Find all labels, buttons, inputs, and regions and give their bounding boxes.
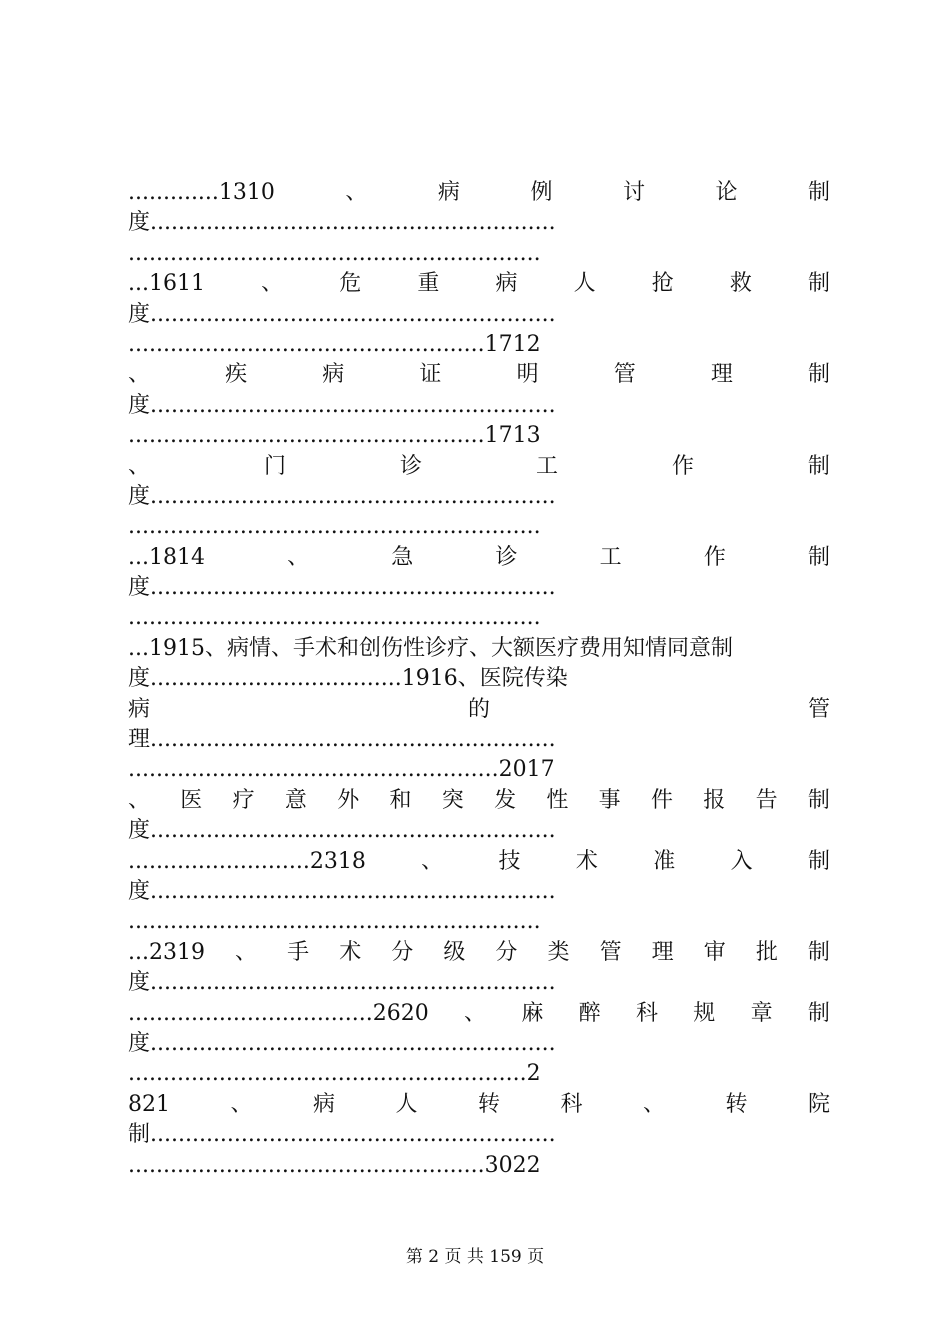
toc-line [128, 360, 830, 390]
toc-token: 人 [573, 271, 596, 297]
toc-token: 件 [650, 787, 673, 813]
toc-token: 类 [547, 939, 570, 965]
page-footer [0, 1242, 950, 1267]
toc-line: 度.......................................................... [128, 1030, 556, 1056]
toc-token: 821 [128, 1091, 170, 1117]
toc-token: 诊 [399, 453, 422, 479]
toc-token: 、 [642, 1091, 665, 1117]
toc-token: 病 [312, 1091, 335, 1117]
toc-line: 理.......................................................... [128, 727, 556, 753]
toc-token: 入 [730, 848, 753, 874]
toc-line [128, 847, 830, 877]
toc-token: 制 [807, 939, 830, 965]
toc-token: 批 [755, 939, 778, 965]
toc-token: 病 [437, 180, 460, 205]
toc-token: 论 [715, 180, 738, 205]
toc-token: 规 [693, 1000, 716, 1026]
toc-line: 度.......................................................... [128, 970, 556, 996]
toc-token: 、 [464, 1000, 487, 1026]
toc-line: 度.......................................................... [128, 818, 556, 844]
toc-token: 转 [725, 1091, 748, 1117]
toc-token: 制 [807, 180, 830, 205]
toc-token: ...................................2620 [128, 1000, 429, 1026]
toc-token: ...1611 [128, 271, 205, 297]
toc-body [128, 178, 830, 1181]
toc-token: 事 [598, 787, 621, 813]
toc-token: 病 [322, 362, 345, 388]
toc-token: 疾 [225, 362, 248, 388]
toc-token: .............1310 [128, 180, 275, 205]
toc-token: 管 [613, 362, 636, 388]
toc-token: 分 [495, 939, 518, 965]
toc-token: 明 [516, 362, 539, 388]
toc-line: 度.......................................................... [128, 878, 556, 904]
toc-line: ...................................................3022 [128, 1152, 541, 1178]
toc-line: ...................................................1713 [128, 423, 541, 449]
toc-token: 性 [546, 787, 569, 813]
toc-line: ...1915、病情、手术和创伤性诊疗、大额医疗费用知情同意制 [128, 635, 733, 661]
toc-token: 科 [635, 1000, 658, 1026]
toc-token: 、 [421, 848, 444, 874]
toc-token: 麻 [521, 1000, 544, 1026]
toc-token: 工 [535, 453, 558, 479]
toc-token: 、 [235, 939, 258, 965]
toc-token: 工 [599, 544, 622, 570]
toc-line [128, 543, 830, 573]
toc-token: 疗 [232, 787, 255, 813]
toc-line [128, 786, 830, 816]
toc-token: 、 [287, 544, 310, 570]
toc-line: ........................................................... [128, 909, 541, 935]
toc-token: ..........................2318 [128, 848, 366, 874]
toc-token: ...2319 [128, 939, 205, 965]
toc-token: 外 [337, 787, 360, 813]
toc-token: 告 [755, 787, 778, 813]
toc-line [128, 999, 830, 1029]
toc-token: 级 [443, 939, 466, 965]
toc-token: 院 [807, 1091, 830, 1117]
toc-token: 的 [467, 696, 490, 722]
toc-token: 制 [807, 271, 830, 297]
toc-line [128, 452, 830, 482]
toc-token: 制 [807, 848, 830, 874]
toc-token: 医 [180, 787, 203, 813]
toc-token: 手 [287, 939, 310, 965]
toc-line [128, 938, 830, 968]
toc-token: 救 [729, 271, 752, 297]
toc-token: 转 [477, 1091, 500, 1117]
toc-token: 醉 [578, 1000, 601, 1026]
toc-line [128, 1090, 830, 1120]
toc-token: 和 [389, 787, 412, 813]
toc-line [128, 269, 830, 299]
toc-line: .....................................................2017 [128, 757, 555, 783]
toc-line: 度.......................................................... [128, 483, 556, 509]
toc-token: 术 [339, 939, 362, 965]
toc-token: 准 [653, 848, 676, 874]
toc-token: 危 [339, 271, 362, 297]
toc-token: 制 [807, 362, 830, 388]
toc-line: 度....................................1916、医院传染 [128, 666, 568, 692]
toc-line: 制.......................................................... [128, 1122, 556, 1148]
toc-line: ........................................................... [128, 240, 541, 266]
toc-line: ........................................................... [128, 605, 541, 631]
toc-token: 科 [560, 1091, 583, 1117]
toc-token: 讨 [622, 180, 645, 205]
toc-token: 证 [419, 362, 442, 388]
toc-line: 度.......................................................... [128, 392, 556, 418]
toc-token: 突 [441, 787, 464, 813]
toc-line: 度.......................................................... [128, 301, 556, 327]
toc-token: 作 [703, 544, 726, 570]
toc-token: 人 [395, 1091, 418, 1117]
toc-token: 、 [128, 362, 151, 388]
toc-token: 急 [391, 544, 414, 570]
toc-token: 病 [128, 696, 151, 722]
toc-token: 门 [263, 453, 286, 479]
toc-token: 发 [494, 787, 517, 813]
toc-line: 度.......................................................... [128, 210, 556, 236]
toc-token: 、 [261, 271, 284, 297]
toc-line: ........................................................... [128, 514, 541, 540]
toc-token: 分 [391, 939, 414, 965]
toc-token: 诊 [495, 544, 518, 570]
toc-token: 制 [807, 1000, 830, 1026]
toc-token: 制 [807, 544, 830, 570]
toc-token: 管 [807, 696, 830, 722]
toc-token: 病 [495, 271, 518, 297]
toc-line: .........................................................2 [128, 1061, 541, 1087]
toc-token: 报 [703, 787, 726, 813]
toc-token: 理 [651, 939, 674, 965]
toc-line [128, 695, 830, 725]
toc-token: 制 [807, 453, 830, 479]
toc-token: 管 [599, 939, 622, 965]
toc-token: ...1814 [128, 544, 205, 570]
toc-token: 、 [128, 787, 151, 813]
toc-token: 、 [345, 180, 368, 205]
toc-token: 技 [498, 848, 521, 874]
toc-token: 意 [284, 787, 307, 813]
toc-token: 、 [128, 453, 151, 479]
toc-token: 重 [417, 271, 440, 297]
toc-token: 术 [575, 848, 598, 874]
page-number-label: 第 2 页 共 159 页 [405, 1247, 545, 1267]
toc-token: 制 [807, 787, 830, 813]
toc-token: 、 [230, 1091, 253, 1117]
toc-line [128, 178, 830, 208]
toc-line: ...................................................1712 [128, 331, 541, 357]
toc-token: 抢 [651, 271, 674, 297]
toc-token: 审 [703, 939, 726, 965]
toc-token: 例 [530, 180, 553, 205]
toc-token: 章 [750, 1000, 773, 1026]
toc-token: 理 [710, 362, 733, 388]
toc-line: 度.......................................................... [128, 575, 556, 601]
toc-token: 作 [671, 453, 694, 479]
